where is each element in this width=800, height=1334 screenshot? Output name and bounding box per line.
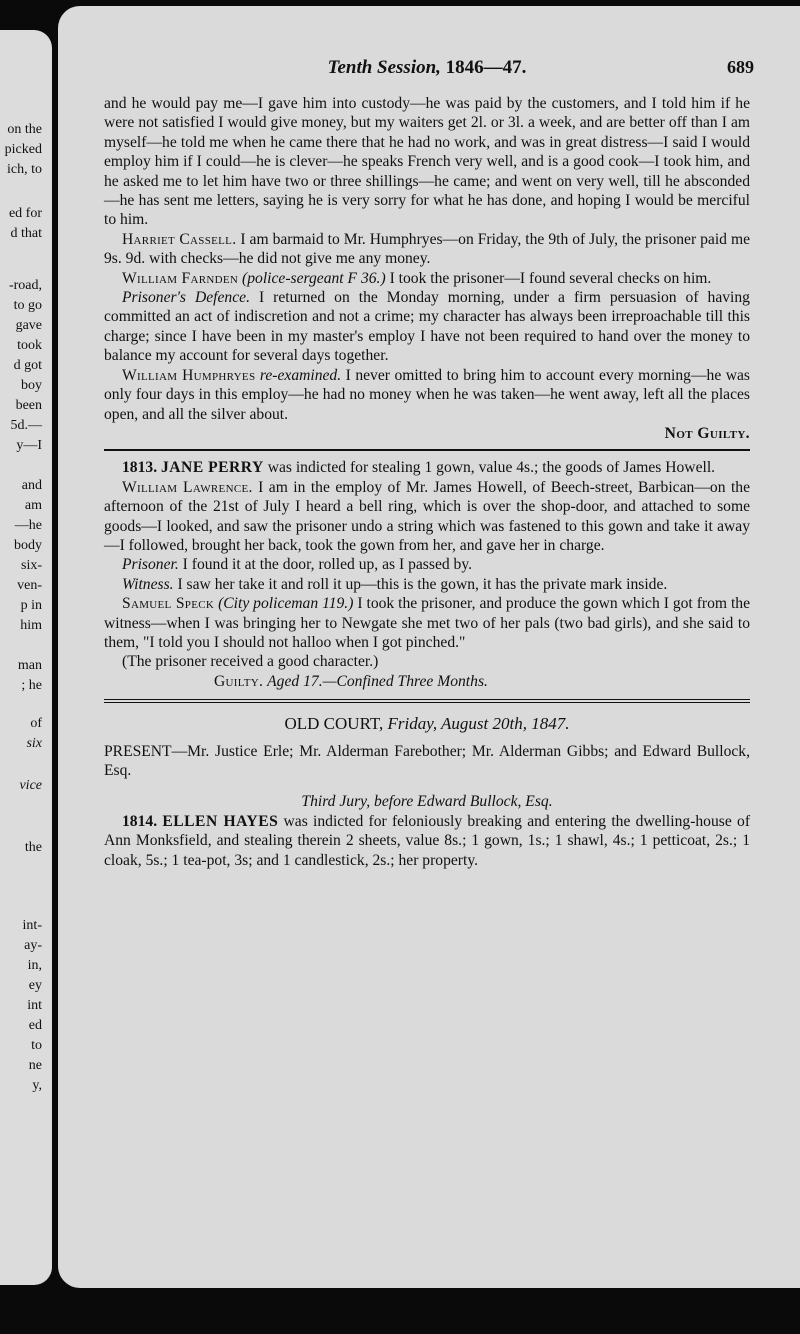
previous-page-text-fragment: y,	[32, 1078, 42, 1093]
case-number: 1814.	[122, 812, 158, 830]
witness-name: Harriet Cassell.	[122, 230, 237, 248]
testimony-paragraph	[104, 366, 750, 424]
testimony-text: I took the prisoner—I found several checks on him.	[389, 269, 712, 287]
session-title: Tenth Session,	[327, 57, 441, 78]
charge-text: was indicted for stealing 1 gown, value 4s.; the goods of James Howell.	[267, 459, 716, 477]
previous-page-edge	[0, 30, 52, 1285]
testimony-text: I am in the employ of Mr. James Howell, of Beech-street, Barbican—on the afternoon of the 21st of July I heard a bell ring, which is over the shop-door, and attached to some goods—I looked, and saw the prisoner undo a string which was fastened to this gown and take it away—I followed, brought her back, took the gown from her, and gave her in charge.	[104, 478, 750, 554]
testimony-paragraph	[104, 594, 750, 652]
testimony-text: I took the prisoner, and produce the gown which I got from the witness—when I was bringing her to Newgate she met two of her pals (two bad girls), and she said to them, "I told you I should not halloo when I got pinched."	[104, 595, 750, 651]
previous-page-text-fragment: the	[24, 840, 42, 855]
previous-page-text-fragment: y—I	[16, 438, 42, 453]
defence-label: Prisoner's Defence.	[122, 289, 250, 307]
previous-page-text-fragment: ; he	[21, 678, 42, 693]
previous-page-text-fragment: int-	[22, 918, 42, 933]
witness-role: (police-sergeant F 36.)	[242, 269, 386, 287]
previous-page-text-fragment: took	[17, 338, 42, 353]
indictment	[104, 458, 750, 477]
witness-name: William Lawrence.	[122, 478, 253, 496]
testimony-text: I never omitted to bring him to account every morning—he was only four days in this employ—he had no money when he was taken—he went away, left all the places open, and all the silver about.	[104, 366, 751, 423]
defendant-name: JANE PERRY	[161, 459, 264, 477]
sentence: Aged 17.—Confined Three Months.	[267, 672, 488, 690]
witness-name: Samuel Speck	[122, 595, 215, 613]
testimony-paragraph	[104, 230, 750, 269]
previous-page-text-fragment: 5d.—	[10, 418, 42, 433]
witness-name: William Humphryes	[122, 366, 256, 384]
statement-text: I found it at the door, rolled up, as I passed by.	[182, 556, 473, 574]
previous-page-text-fragment: gave	[15, 318, 42, 333]
book-page	[58, 6, 800, 1288]
witness-name: William Farnden	[122, 269, 239, 287]
witness-label: Witness.	[122, 575, 174, 593]
previous-page-text-fragment: six	[26, 736, 42, 751]
defence-text: I returned on the Monday morning, under a firm persuasion of having committed an act of indiscretion and not a crime; my character has always been irreproachable till this charge; since I have been in my master's employ I have not been required to hand over the money to balance my account for several days together.	[104, 289, 750, 365]
continued-testimony: and he would pay me—I gave him into custody—he was paid by the customers, and I told him if he were not satisfied I would give money, but my waiters get 2l. or 3l. a week, and are better off than I am myself—he told me when he came there that he had no work, and was in great distress—I said I would employ him if I could—he is clever—he speaks French very well, and is a good cook—I took him, and he asked me to let him have two or three shillings—he came; and went on very well, till he absconded—he has sent me letters, saying he is very sorry for what he has done, and hoping I would be merciful to him.	[104, 95, 750, 229]
indictment	[104, 812, 750, 870]
prisoner-label: Prisoner.	[122, 556, 179, 574]
previous-page-text-fragment: p in	[20, 598, 42, 613]
witness-statement	[104, 575, 750, 594]
verdict: Not Guilty.	[664, 424, 750, 442]
session-years: 1846—47.	[445, 57, 527, 78]
witness-role: re-examined.	[259, 366, 342, 384]
page-number: 689	[727, 57, 754, 77]
previous-page-text-fragment: body	[14, 538, 42, 553]
previous-page-text-fragment: ey	[28, 978, 42, 993]
court-name: OLD COURT,	[284, 714, 384, 734]
prisoner-statement	[104, 555, 750, 574]
previous-page-text-fragment: -road,	[8, 278, 42, 293]
session-divider	[104, 699, 750, 705]
verdict	[214, 672, 750, 691]
page-body	[104, 57, 754, 870]
jury-heading: Third Jury, before Edward Bullock, Esq.	[301, 793, 553, 811]
previous-page-text-fragment: to	[31, 1038, 42, 1053]
testimony-paragraph	[104, 269, 750, 288]
previous-page-text-fragment: am	[24, 498, 42, 513]
previous-page-text-fragment: ven-	[17, 578, 42, 593]
running-header	[104, 57, 754, 84]
previous-page-text-fragment: him	[20, 618, 42, 633]
previous-page-text-fragment: man	[17, 658, 42, 673]
testimony-paragraph	[104, 478, 750, 556]
case-number: 1813.	[122, 459, 158, 477]
running-title	[104, 58, 750, 77]
previous-page-text-fragment: —he	[14, 518, 42, 533]
witness-role: (City policeman 119.)	[218, 595, 354, 613]
previous-page-text-fragment: vice	[19, 778, 42, 793]
defence-paragraph	[104, 288, 750, 366]
previous-page-text-fragment: in,	[27, 958, 42, 973]
previous-page-text-fragment: ay-	[24, 938, 42, 953]
previous-page-text-fragment: of	[30, 716, 42, 731]
case-divider	[104, 449, 750, 451]
verdict-guilty: Guilty.	[214, 672, 264, 690]
previous-page-text-fragment: d got	[13, 358, 42, 373]
court-date: Friday, August 20th, 1847.	[387, 714, 570, 734]
previous-page-text-fragment: six-	[21, 558, 42, 573]
previous-page-text-fragment: int	[27, 998, 42, 1013]
previous-page-text-fragment: ed	[28, 1018, 42, 1033]
previous-page-text-fragment: d that	[10, 226, 42, 241]
previous-page-text-fragment: boy	[21, 378, 42, 393]
previous-page-text-fragment: and	[21, 478, 42, 493]
previous-page-text-fragment: ed for	[8, 206, 42, 221]
present-line: PRESENT—Mr. Justice Erle; Mr. Alderman Farebother; Mr. Alderman Gibbs; and Edward Bullock, Esq.	[104, 742, 750, 779]
previous-page-text-fragment: to go	[13, 298, 42, 313]
previous-page-text-fragment: ne	[28, 1058, 42, 1073]
previous-page-text-fragment: picked	[4, 142, 42, 157]
court-heading	[104, 714, 750, 733]
previous-page-text-fragment: on the	[7, 122, 42, 137]
charge-text: was indicted for feloniously breaking and entering the dwelling-house of Ann Monksfield, and stealing therein 2 sheets, value 8s.; 1 gown, 1s.; 1 shawl, 4s.; 1 petticoat, 2s.; 1 cloak, 5s.; 1 tea-pot, 3s; and 1 candlestick, 2s.; her property.	[104, 812, 751, 869]
previous-page-text-fragment: been	[15, 398, 42, 413]
statement-text: I saw her take it and roll it up—this is the gown, it has the private mark inside.	[177, 575, 668, 593]
testimony-text: I am barmaid to Mr. Humphryes—on Friday, the 9th of July, the prisoner paid me 9s. 9d. with checks—he did not give me any money.	[104, 230, 750, 268]
defendant-name: ELLEN HAYES	[162, 812, 279, 830]
previous-page-text-fragment: ich, to	[7, 162, 42, 177]
character-note: (The prisoner received a good character.)	[122, 653, 379, 671]
